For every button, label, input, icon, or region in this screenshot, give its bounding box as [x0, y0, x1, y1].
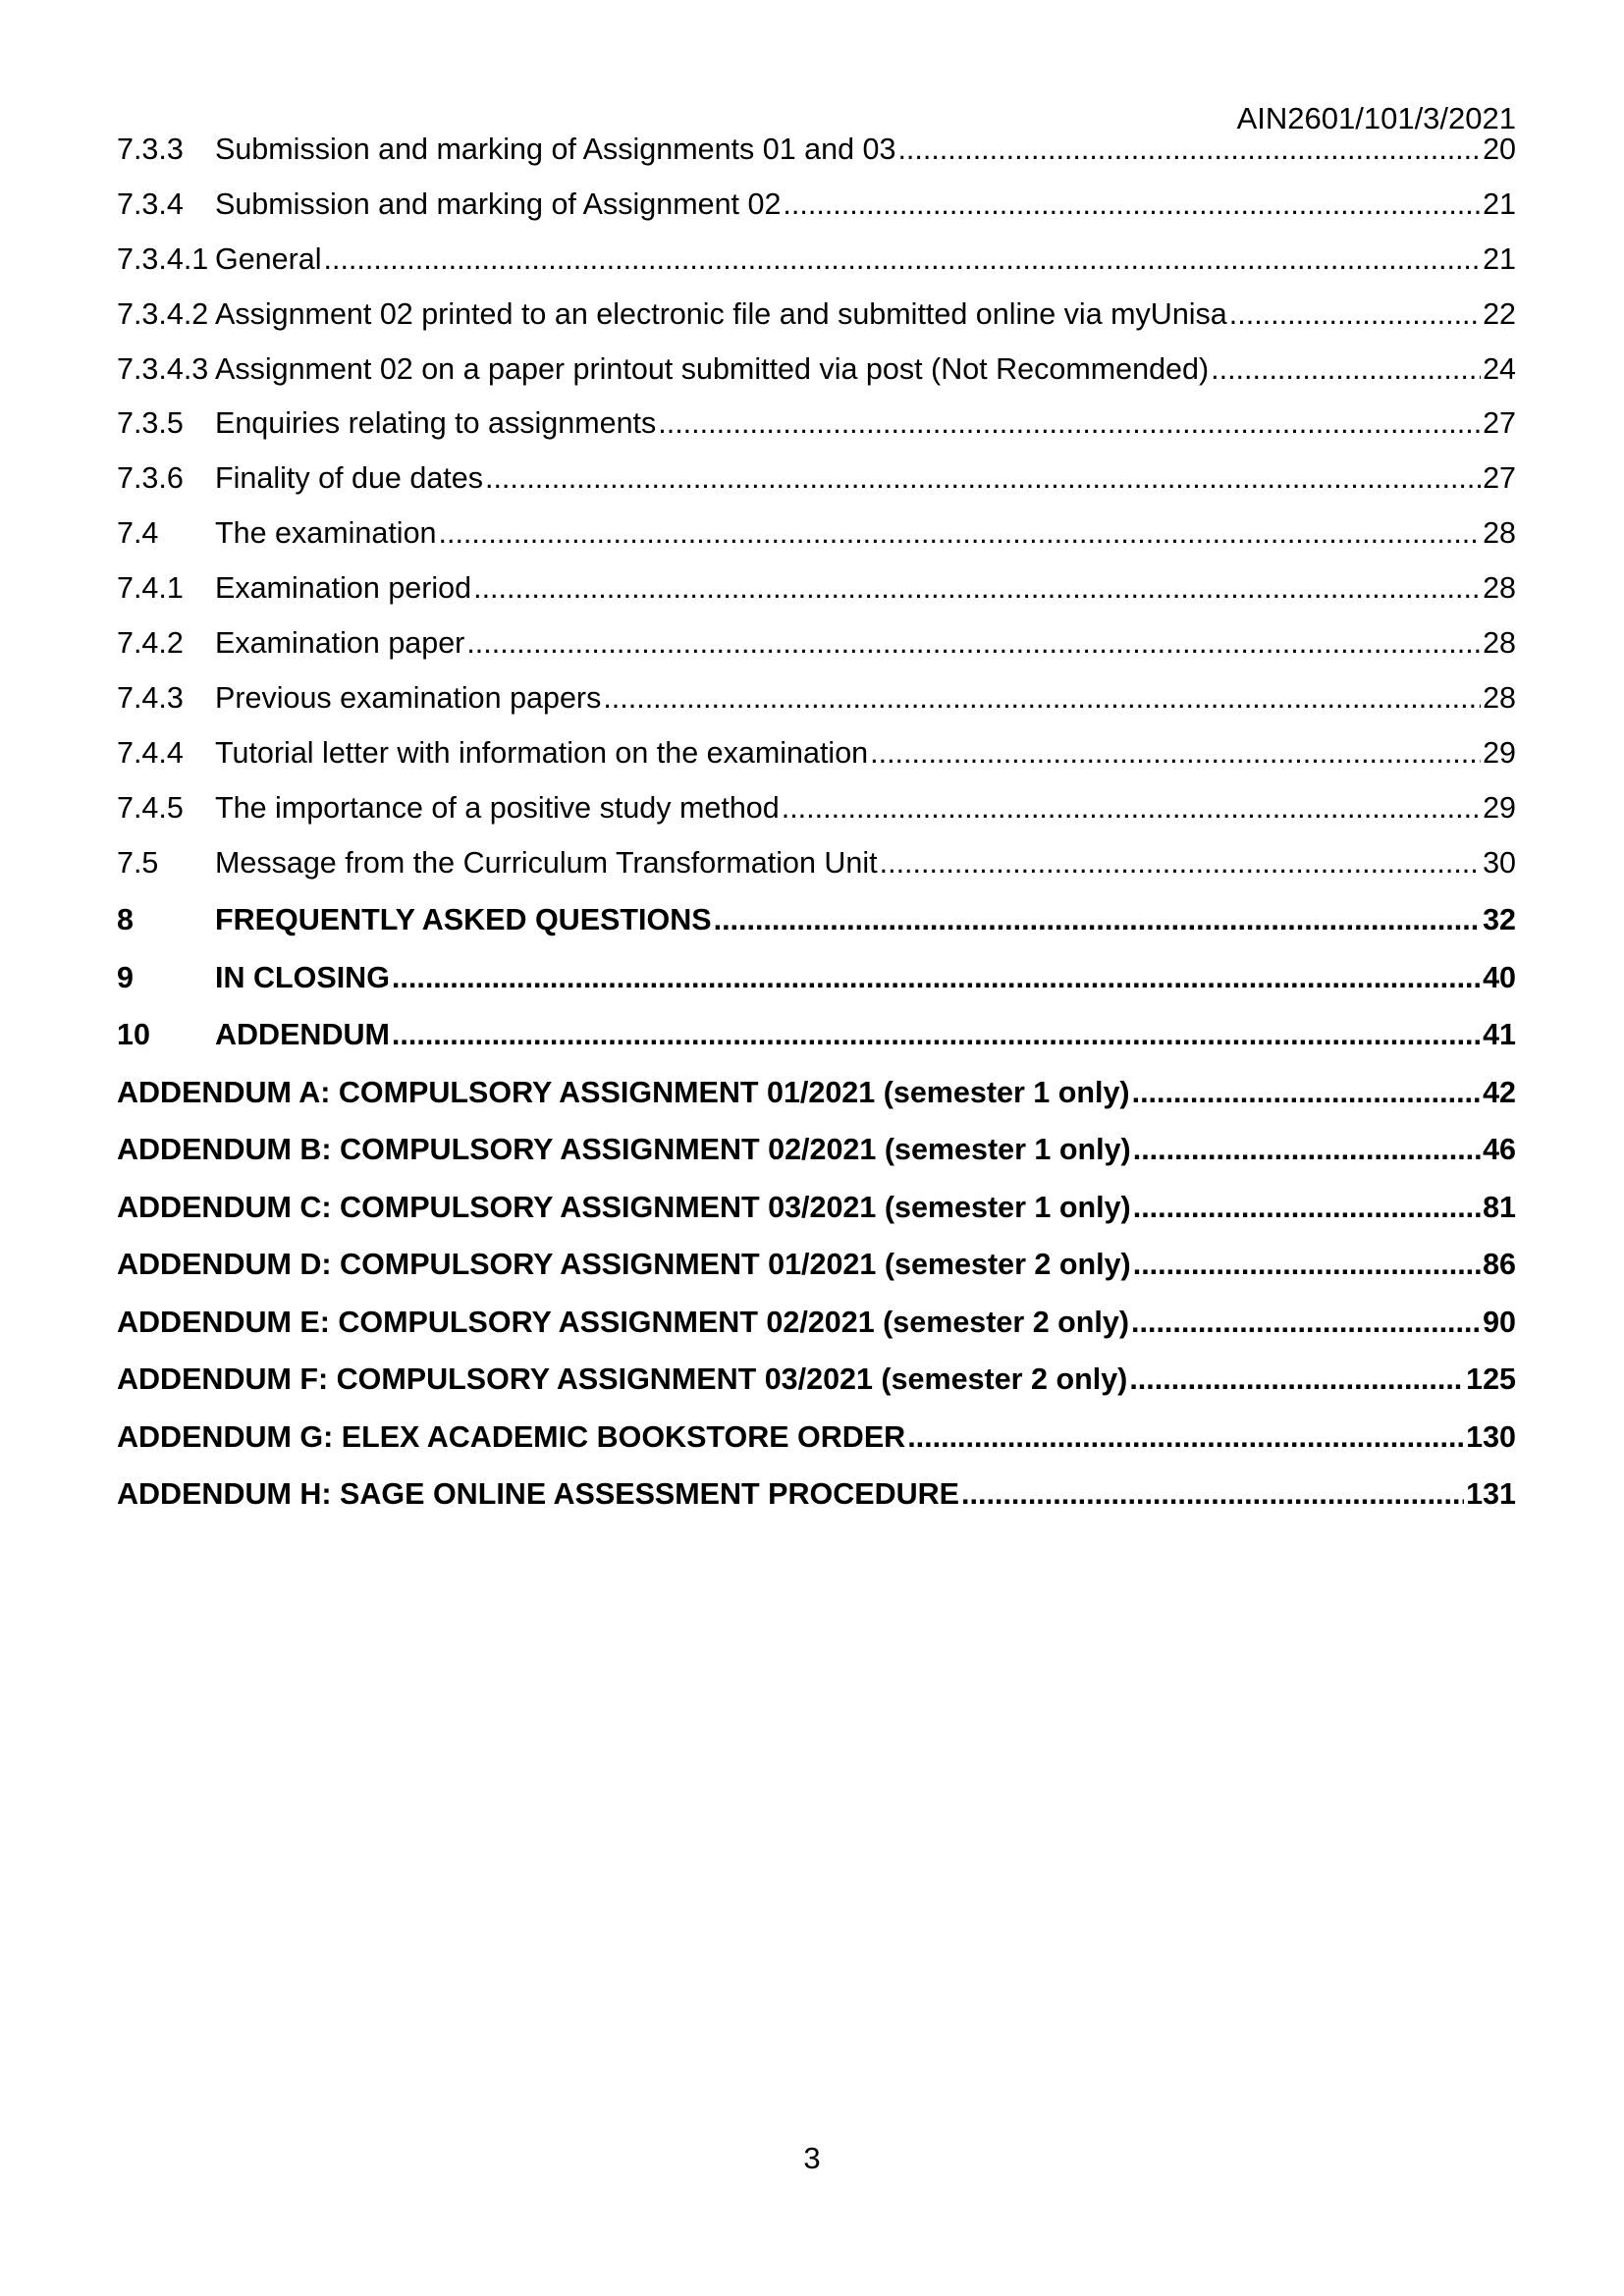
toc-title: Message from the Curriculum Transformation Unit: [215, 845, 878, 880]
toc-page: 21: [1483, 241, 1516, 276]
toc-page: 21: [1483, 187, 1516, 221]
toc-title: Submission and marking of Assignment 02: [215, 187, 782, 221]
toc-leader-dots: [1133, 1191, 1481, 1225]
toc-title: The examination: [215, 516, 437, 551]
toc-leader-dots: [658, 406, 1481, 441]
toc-page: 20: [1483, 133, 1516, 166]
toc-page: 86: [1483, 1248, 1516, 1282]
toc-title: Examination paper: [215, 626, 465, 661]
toc-number: 9: [117, 960, 134, 994]
toc-number: 7.4.4: [117, 735, 184, 770]
toc-leader-dots: [880, 846, 1481, 881]
toc-title: ADDENDUM H: SAGE ONLINE ASSESSMENT PROCEDURE: [117, 1477, 960, 1512]
toc-page: 131: [1466, 1477, 1516, 1512]
toc-entry-7-4-2[interactable]: [117, 626, 1516, 681]
toc-title: ADDENDUM E: COMPULSORY ASSIGNMENT 02/2021 (semester 2 only): [117, 1305, 1130, 1339]
toc-entry-7-4-4[interactable]: [117, 736, 1516, 791]
toc-leader-dots: [782, 791, 1481, 826]
toc-page: 42: [1483, 1075, 1516, 1109]
toc-leader-dots: [783, 187, 1481, 222]
toc-title: ADDENDUM: [215, 1018, 390, 1052]
toc-number: 7.3.3: [117, 133, 184, 166]
toc-number: 7.3.4.3: [117, 351, 209, 386]
toc-leader-dots: [1131, 1306, 1481, 1340]
toc-entry-addendum-a[interactable]: [117, 1076, 1516, 1134]
toc-leader-dots: [1229, 297, 1481, 332]
toc-entry-7-3-4-1[interactable]: [117, 242, 1516, 297]
toc-leader-dots: [714, 903, 1481, 937]
toc-entry-addendum-b[interactable]: [117, 1133, 1516, 1191]
toc-entry-addendum-h[interactable]: [117, 1477, 1516, 1535]
toc-page: 81: [1483, 1190, 1516, 1224]
toc-entry-8[interactable]: [117, 903, 1516, 961]
toc-title: ADDENDUM G: ELEX ACADEMIC BOOKSTORE ORDER: [117, 1419, 906, 1454]
toc-leader-dots: [1133, 1133, 1481, 1167]
toc-title: ADDENDUM B: COMPULSORY ASSIGNMENT 02/2021 (semester 1 only): [117, 1133, 1131, 1167]
toc-page: 27: [1483, 461, 1516, 496]
toc-page: 24: [1483, 351, 1516, 386]
toc-title: Tutorial letter with information on the examination: [215, 735, 869, 770]
toc-number: 7.4.5: [117, 790, 184, 825]
toc-entry-10[interactable]: [117, 1018, 1516, 1076]
toc-title: Submission and marking of Assignments 01 and 03: [215, 133, 896, 166]
toc-page: 22: [1483, 296, 1516, 331]
toc-leader-dots: [603, 681, 1481, 716]
toc-page: 41: [1483, 1018, 1516, 1052]
toc-leader-dots: [324, 242, 1482, 277]
toc-leader-dots: [466, 626, 1481, 661]
toc-number: 7.3.4.1: [117, 241, 209, 276]
toc-leader-dots: [439, 516, 1482, 551]
toc-number: 7.3.5: [117, 406, 184, 441]
toc-page: 28: [1483, 680, 1516, 715]
toc-title: IN CLOSING: [215, 960, 390, 994]
toc-entry-7-3-3[interactable]: [117, 133, 1516, 187]
toc-entry-addendum-d[interactable]: [117, 1248, 1516, 1306]
toc-number: 7.3.4: [117, 187, 184, 221]
toc-entry-addendum-c[interactable]: [117, 1191, 1516, 1249]
toc-entry-9[interactable]: [117, 961, 1516, 1019]
toc-page: 28: [1483, 516, 1516, 551]
toc-leader-dots: [1211, 352, 1481, 387]
toc-title: Assignment 02 on a paper printout submitted via post (Not Recommended): [215, 351, 1210, 386]
toc-number: 7.3.6: [117, 461, 184, 496]
toc-title: FREQUENTLY ASKED QUESTIONS: [215, 903, 712, 937]
toc-title: Enquiries relating to assignments: [215, 406, 657, 441]
page-number: 3: [803, 2141, 821, 2175]
toc-number: 7.4: [117, 516, 159, 551]
toc-page: 40: [1483, 960, 1516, 994]
toc-entry-7-4-5[interactable]: [117, 791, 1516, 846]
toc-entry-7-3-6[interactable]: [117, 461, 1516, 516]
toc-entry-7-3-5[interactable]: [117, 406, 1516, 461]
toc-number: 7.4.1: [117, 571, 184, 606]
toc-title: ADDENDUM C: COMPULSORY ASSIGNMENT 03/2021 (semester 1 only): [117, 1190, 1131, 1224]
toc-entry-addendum-f[interactable]: [117, 1362, 1516, 1420]
toc-leader-dots: [1129, 1362, 1464, 1397]
toc-leader-dots: [392, 1018, 1481, 1052]
toc-page: 28: [1483, 571, 1516, 606]
toc-number: 10: [117, 1018, 150, 1052]
toc-entry-7-4-1[interactable]: [117, 571, 1516, 626]
toc-entry-addendum-e[interactable]: [117, 1306, 1516, 1363]
toc-title: General: [215, 241, 322, 276]
toc-number: 7.4.3: [117, 680, 184, 715]
toc-page: 28: [1483, 626, 1516, 661]
toc-entry-7-3-4[interactable]: [117, 187, 1516, 242]
toc-title: Previous examination papers: [215, 680, 602, 715]
toc-title: ADDENDUM D: COMPULSORY ASSIGNMENT 01/2021 (semester 2 only): [117, 1248, 1131, 1282]
toc-leader-dots: [1133, 1248, 1481, 1282]
toc-number: 7.5: [117, 845, 159, 880]
toc-entry-addendum-g[interactable]: [117, 1420, 1516, 1478]
toc-leader-dots: [473, 571, 1481, 606]
toc-entry-7-3-4-3[interactable]: [117, 352, 1516, 407]
toc-entry-7-5[interactable]: [117, 846, 1516, 901]
toc-page: 46: [1483, 1133, 1516, 1167]
toc-page: 90: [1483, 1305, 1516, 1339]
toc-entry-7-3-4-2[interactable]: [117, 297, 1516, 352]
toc-number: 8: [117, 903, 134, 937]
toc-title: Examination period: [215, 571, 472, 606]
toc-leader-dots: [392, 961, 1481, 995]
toc-page: 29: [1483, 790, 1516, 825]
document-code: AIN2601/101/3/2021: [1236, 101, 1516, 135]
toc-title: Assignment 02 printed to an electronic file and submitted online via myUnisa: [215, 296, 1227, 331]
toc-leader-dots: [870, 736, 1481, 771]
toc-number: 7.4.2: [117, 626, 184, 661]
toc-page: 29: [1483, 735, 1516, 770]
toc-leader-dots: [897, 133, 1481, 167]
toc-title: The importance of a positive study method: [215, 790, 780, 825]
toc-entry-7-4[interactable]: [117, 516, 1516, 571]
toc-leader-dots: [1132, 1076, 1481, 1110]
toc-leader-dots: [485, 461, 1481, 496]
toc-page: 130: [1466, 1419, 1516, 1454]
toc-page: 32: [1483, 903, 1516, 937]
toc-title: Finality of due dates: [215, 461, 483, 496]
toc-page: 30: [1483, 845, 1516, 880]
toc-number: 7.3.4.2: [117, 296, 209, 331]
toc-page: 27: [1483, 406, 1516, 441]
toc-title: ADDENDUM A: COMPULSORY ASSIGNMENT 01/2021 (semester 1 only): [117, 1075, 1130, 1109]
toc-leader-dots: [961, 1477, 1464, 1512]
toc-leader-dots: [907, 1420, 1464, 1455]
table-of-contents: [117, 133, 1516, 1535]
toc-title: ADDENDUM F: COMPULSORY ASSIGNMENT 03/2021 (semester 2 only): [117, 1362, 1128, 1397]
toc-entry-7-4-3[interactable]: [117, 681, 1516, 736]
toc-page: 125: [1466, 1362, 1516, 1397]
